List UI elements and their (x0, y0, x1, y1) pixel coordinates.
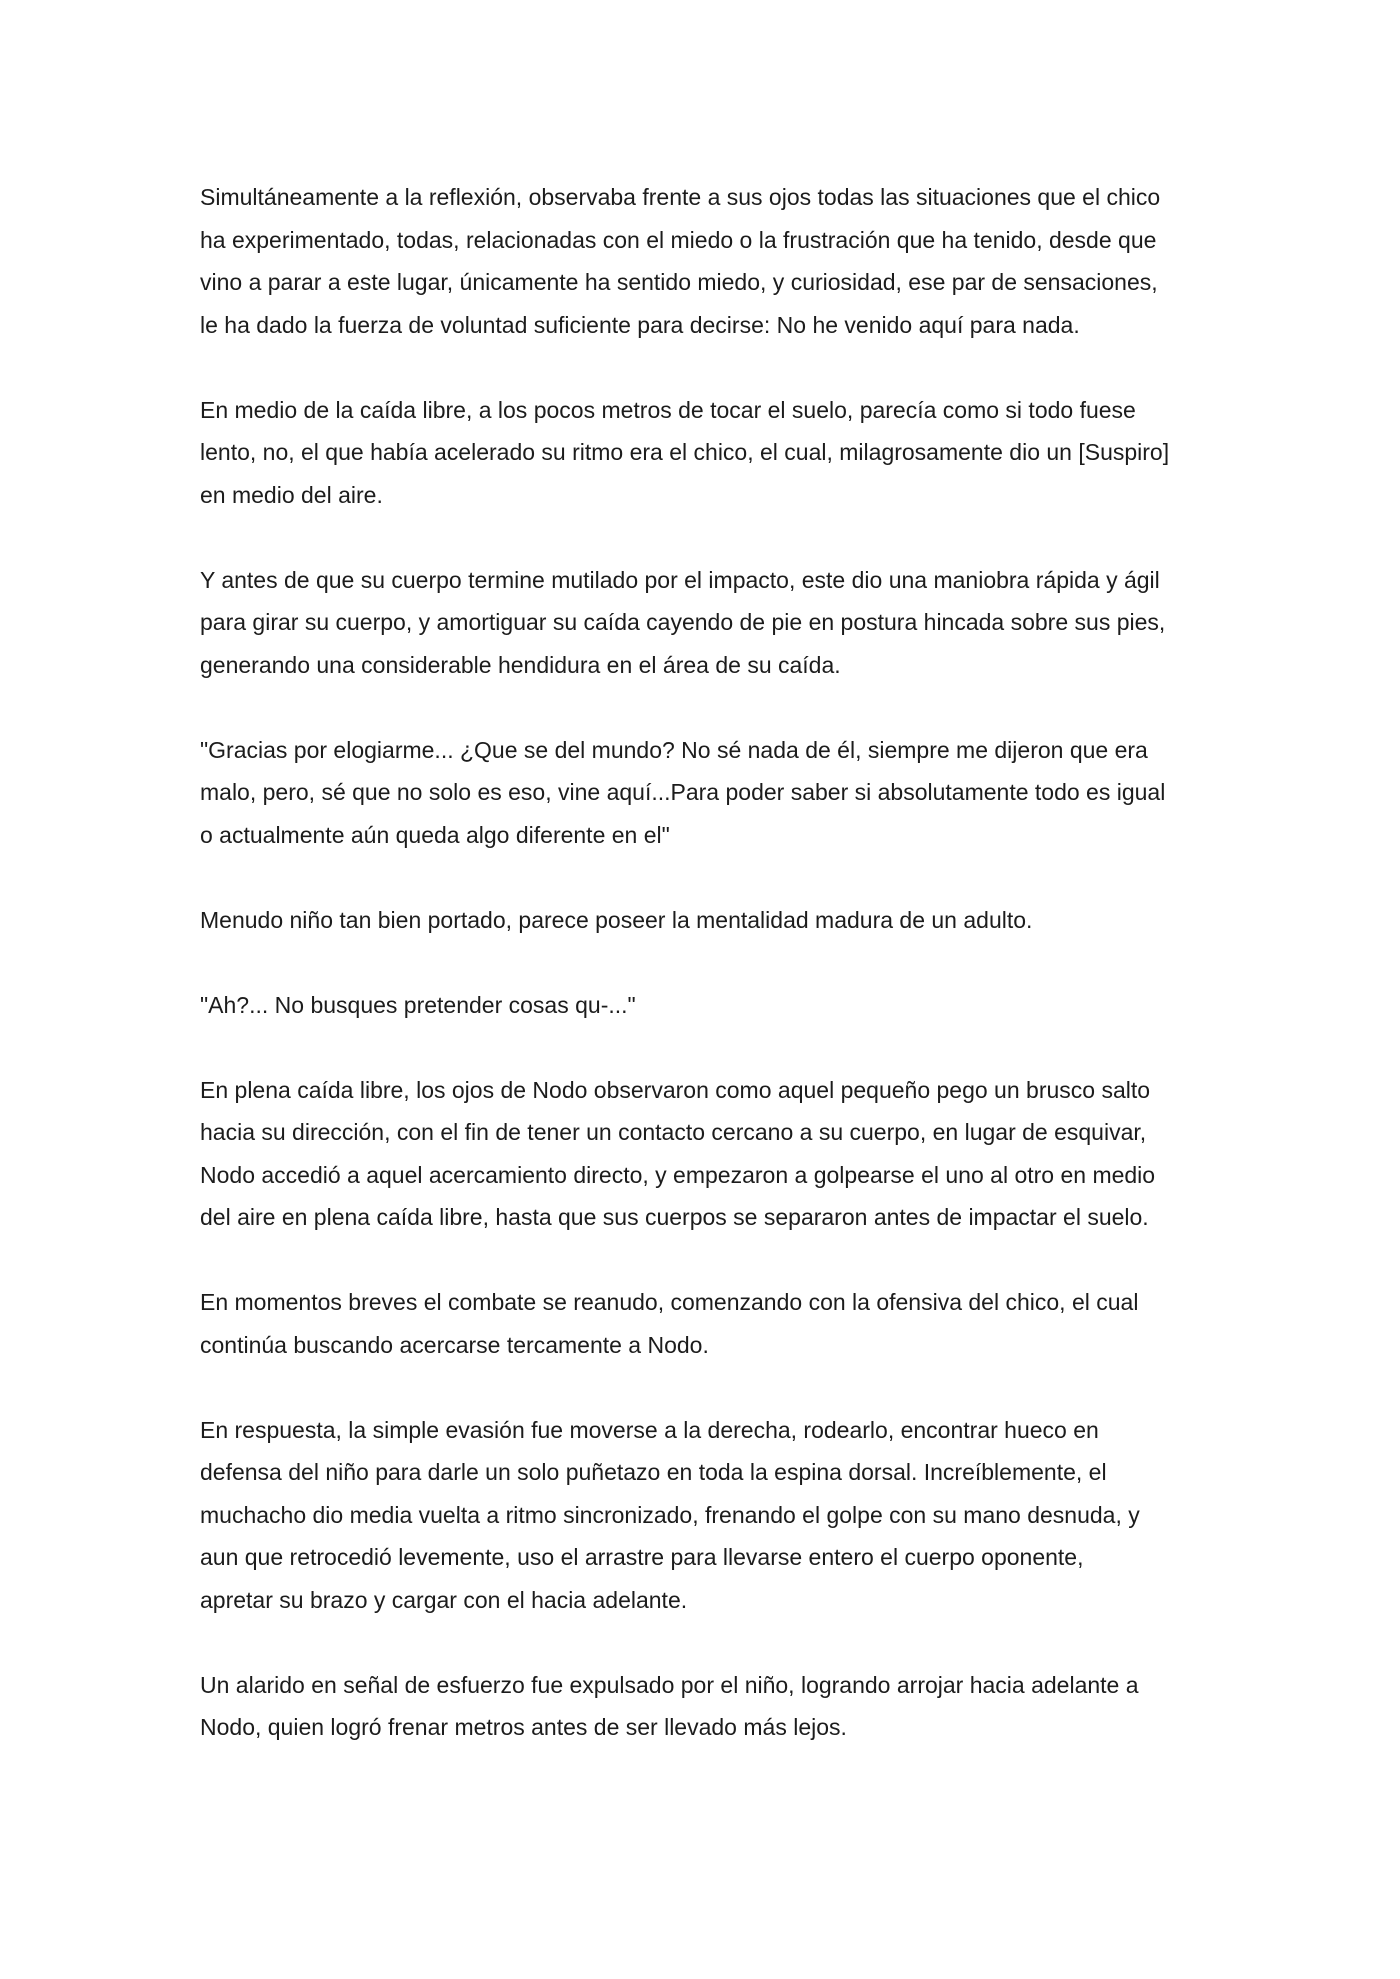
paragraph-8: En momentos breves el combate se reanudo, comenzando con la ofensiva del chico, el cual continúa buscando acercarse tercamente a Nodo. (200, 1289, 1139, 1358)
paragraph-10: Un alarido en señal de esfuerzo fue expulsado por el niño, logrando arrojar hacia adelante a Nodo, quien logró frenar metros antes de ser llevado más lejos. (200, 1671, 1139, 1740)
paragraph-5: Menudo niño tan bien portado, parece poseer la mentalidad madura de un adulto. (200, 906, 1033, 933)
paragraph-1: Simultáneamente a la reflexión, observaba frente a sus ojos todas las situaciones que el chico ha experimentado, todas, relacionadas con el miedo o la frustración que ha tenido, desde que vino a parar a este lugar, únicamente ha sentido miedo, y curiosidad, ese par de sensaciones, le ha dado la fuerza de voluntad suficiente para decirse: No he venido aquí para nada. (200, 184, 1161, 338)
paragraph-3: Y antes de que su cuerpo termine mutilado por el impacto, este dio una maniobra rápida y ágil para girar su cuerpo, y amortiguar su caída cayendo de pie en postura hincada sobre sus pies, generando una considerable hendidura en el área de su caída. (200, 566, 1166, 678)
paragraph-7: En plena caída libre, los ojos de Nodo observaron como aquel pequeño pego un brusco salto hacia su dirección, con el fin de tener un contacto cercano a su cuerpo, en lugar de esquivar, Nodo accedió a aquel acercamiento directo, y empezaron a golpearse el uno al otro en medio del aire en plena caída libre, hasta que sus cuerpos se separaron antes de impactar el suelo. (200, 1076, 1156, 1230)
paragraph-6: "Ah?... No busques pretender cosas qu-..." (200, 991, 636, 1018)
body-text (200, 176, 1205, 1791)
paragraph-2: En medio de la caída libre, a los pocos metros de tocar el suelo, parecía como si todo fuese lento, no, el que había acelerado su ritmo era el chico, el cual, milagrosamente dio un [Suspiro] en medio del aire. (200, 396, 1170, 508)
paragraph-4: "Gracias por elogiarme... ¿Que se del mundo? No sé nada de él, siempre me dijeron que era malo, pero, sé que no solo es eso, vine aquí...Para poder saber si absolutamente todo es igual o actualmente aún queda algo diferente en el" (200, 736, 1166, 848)
paragraph-9: En respuesta, la simple evasión fue moverse a la derecha, rodearlo, encontrar hueco en defensa del niño para darle un solo puñetazo en toda la espina dorsal. Increíblemente, el muchacho dio media vuelta a ritmo sincronizado, frenando el golpe con su mano desnuda, y aun que retrocedió levemente, uso el arrastre para llevarse entero el cuerpo oponente, apretar su brazo y cargar con el hacia adelante. (200, 1416, 1140, 1613)
